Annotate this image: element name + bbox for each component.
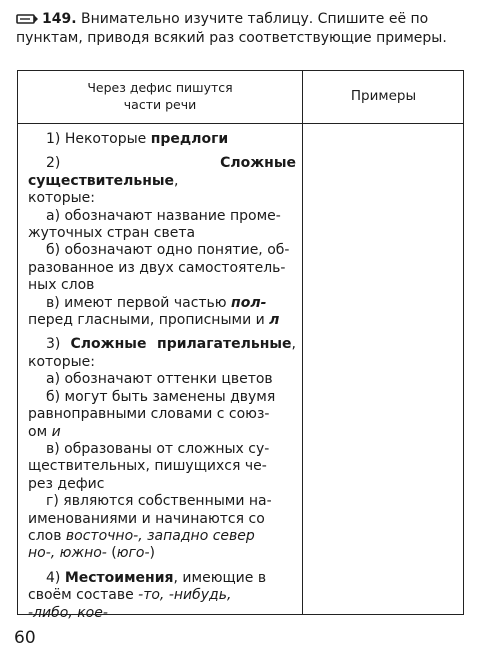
rule-1: 1) Некоторые предлоги [46, 131, 229, 147]
exercise-number: 149. [42, 11, 77, 27]
rules-column: 1) Некоторые предлоги 2) Сложные существительные, которые: а) обозначают название проме- жуточных стран света б) обозначают одно понятие, об- разованное из двух самостоятель- ных слов в) имеют первой частью пол- перед гласными, прописными и л 3) Сложные прилагательные, которые: а) обозначают оттенки цветов б) могут быть заменены двумя равноправными словами с союз- ом и в) образованы от сложных су- ществительных, пишущихся че- рез дефис г) являются собственными на- именованиями и начинаются со слов восточно-, западно север но-, южно- (юго-) 4) Местоимения, имеющие в своём составе -то, -нибудь, -либо, кое- [28, 131, 296, 621]
pencil-icon [16, 12, 38, 26]
header-divider [18, 123, 463, 124]
page-number: 60 [14, 628, 36, 648]
exercise-header [16, 10, 478, 48]
exercise-text: Внимательно изучите таблицу. Спишите её по пунктам, приводя всякий раз соответствующие примеры. [16, 11, 447, 46]
rules-table [17, 70, 464, 621]
rule-3-title: 3) Сложные прилагательные, [46, 336, 296, 353]
rule-4-title: 4) Местоимения, имеющие в [46, 569, 267, 586]
rule-2-title: 2) Сложные существительные, [28, 155, 296, 189]
column-divider [302, 71, 303, 614]
header-parts-of-speech: Через дефис пишутся части речи [87, 80, 233, 112]
header-examples: Примеры [350, 88, 417, 104]
